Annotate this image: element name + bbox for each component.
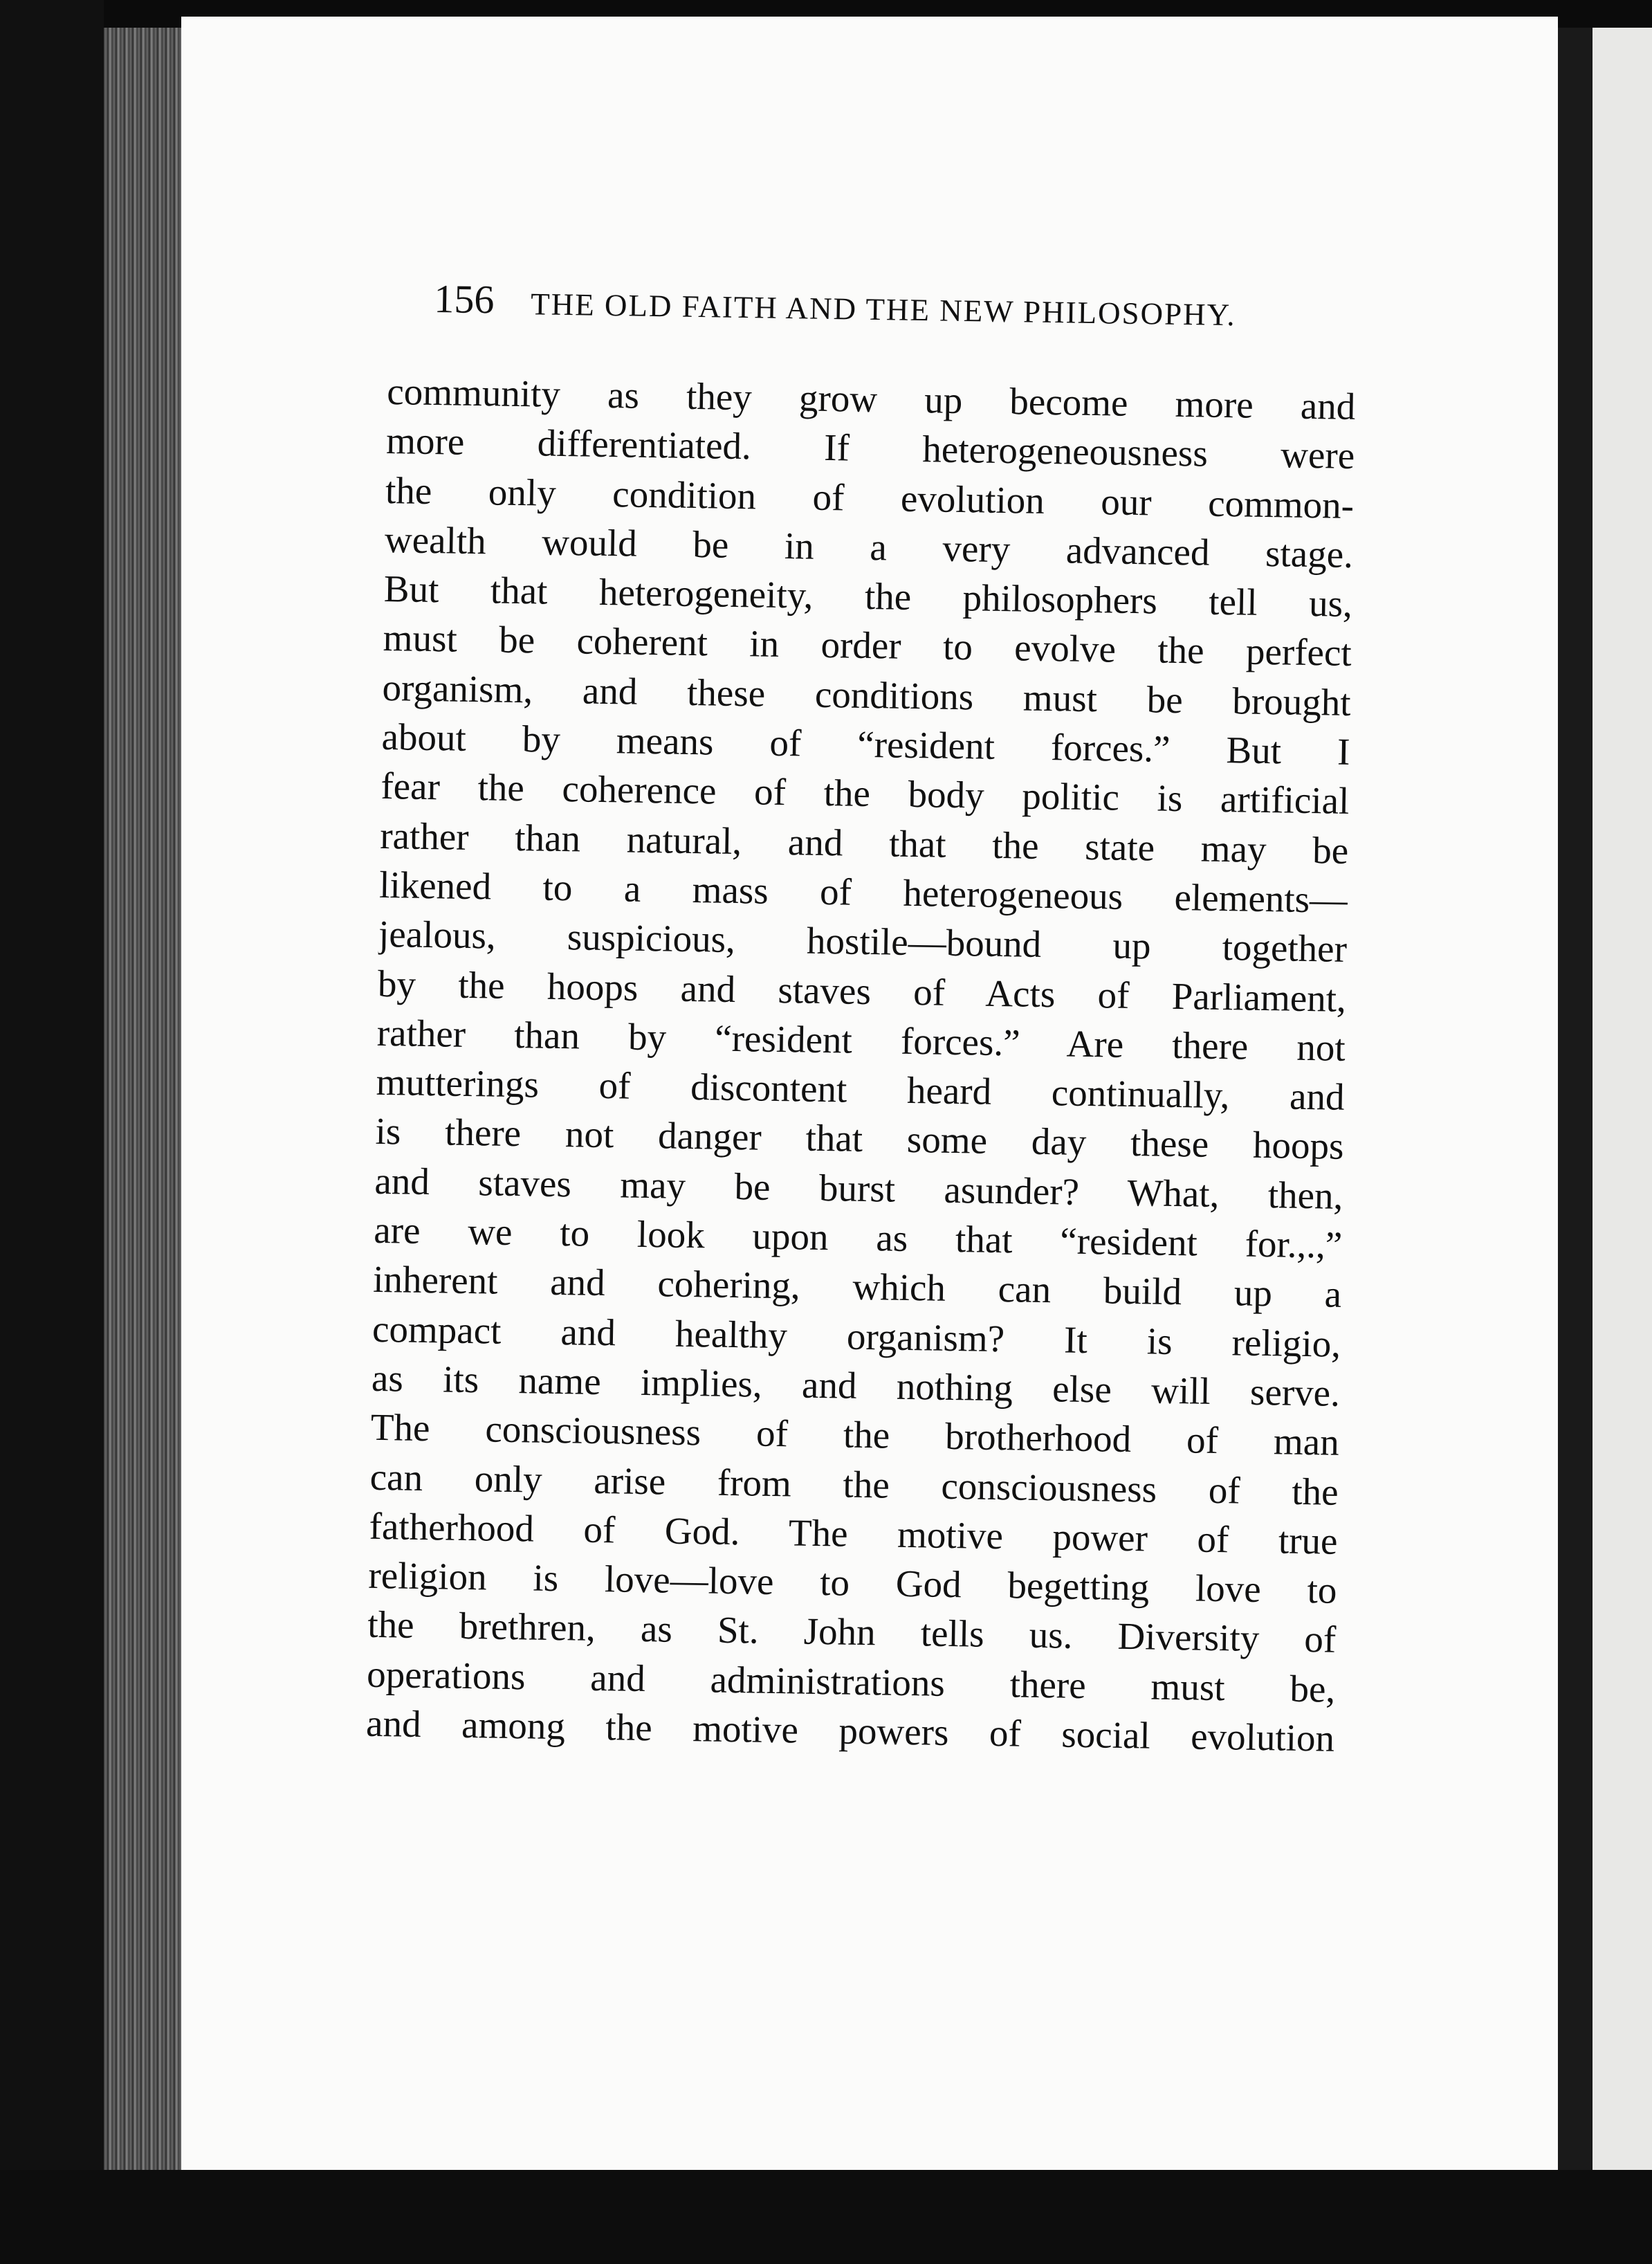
adjacent-page-strip: [1593, 28, 1652, 2200]
text-line: The consciousness of the brotherhood of man: [370, 1406, 1340, 1464]
body-text: [366, 367, 1356, 1763]
running-head-title: THE OLD FAITH AND THE NEW PHILOSOPHY.: [530, 286, 1236, 333]
text-line: inherent and cohering, which can build up a: [372, 1258, 1342, 1316]
scan-border-left: [0, 0, 104, 2264]
text-line: the only condition of evolution our common-: [385, 468, 1355, 527]
text-line: religion is love—love to God begetting love to: [368, 1553, 1337, 1612]
text-line: and staves may be burst asunder? What, then,: [374, 1159, 1343, 1217]
scan-border-bottom: [0, 2170, 1652, 2264]
text-line: rather than by “resident forces.” Are there not: [376, 1011, 1346, 1069]
text-line: is there not danger that some day these hoops: [375, 1110, 1344, 1168]
text-line: compact and healthy organism? It is religio,: [371, 1307, 1341, 1365]
text-line: about by means of “resident forces.” But I: [381, 715, 1350, 773]
text-line: more differentiated. If heterogeneousness were: [385, 419, 1355, 477]
text-line: operations and administrations there must be,: [366, 1652, 1336, 1710]
text-line: must be coherent in order to evolve the perfect: [383, 617, 1352, 675]
text-line: and among the motive powers of social evolution: [365, 1701, 1335, 1760]
text-line: wealth would be in a very advanced stage.: [384, 518, 1354, 576]
text-line: fatherhood of God. The motive power of true: [369, 1504, 1338, 1562]
book-page-edges: [104, 28, 187, 2200]
page-number: 156: [433, 275, 495, 322]
text-line: rather than natural, and that the state may be: [379, 814, 1349, 872]
text-line: fear the coherence of the body politic is artificial: [380, 765, 1350, 823]
text-line: can only arise from the consciousness of the: [369, 1455, 1339, 1513]
text-line: mutterings of discontent heard continually, and: [376, 1061, 1346, 1119]
text-line: But that heterogeneity, the philosophers tell us,: [383, 567, 1353, 626]
text-line: likened to a mass of heterogeneous elements—: [378, 863, 1348, 921]
text-line: organism, and these conditions must be brought: [382, 666, 1352, 724]
text-line: jealous, suspicious, hostile—bound up together: [378, 913, 1348, 971]
text-line: community as they grow up become more and: [386, 369, 1356, 428]
text-line: by the hoops and staves of Acts of Parliament,: [377, 962, 1347, 1020]
text-line: as its name implies, and nothing else will serve.: [371, 1356, 1341, 1414]
text-line: are we to look upon as that “resident for.,.,”: [373, 1208, 1343, 1266]
book-binding-edge: [1558, 28, 1593, 2200]
text-line: the brethren, as St. John tells us. Diversity of: [367, 1603, 1337, 1661]
